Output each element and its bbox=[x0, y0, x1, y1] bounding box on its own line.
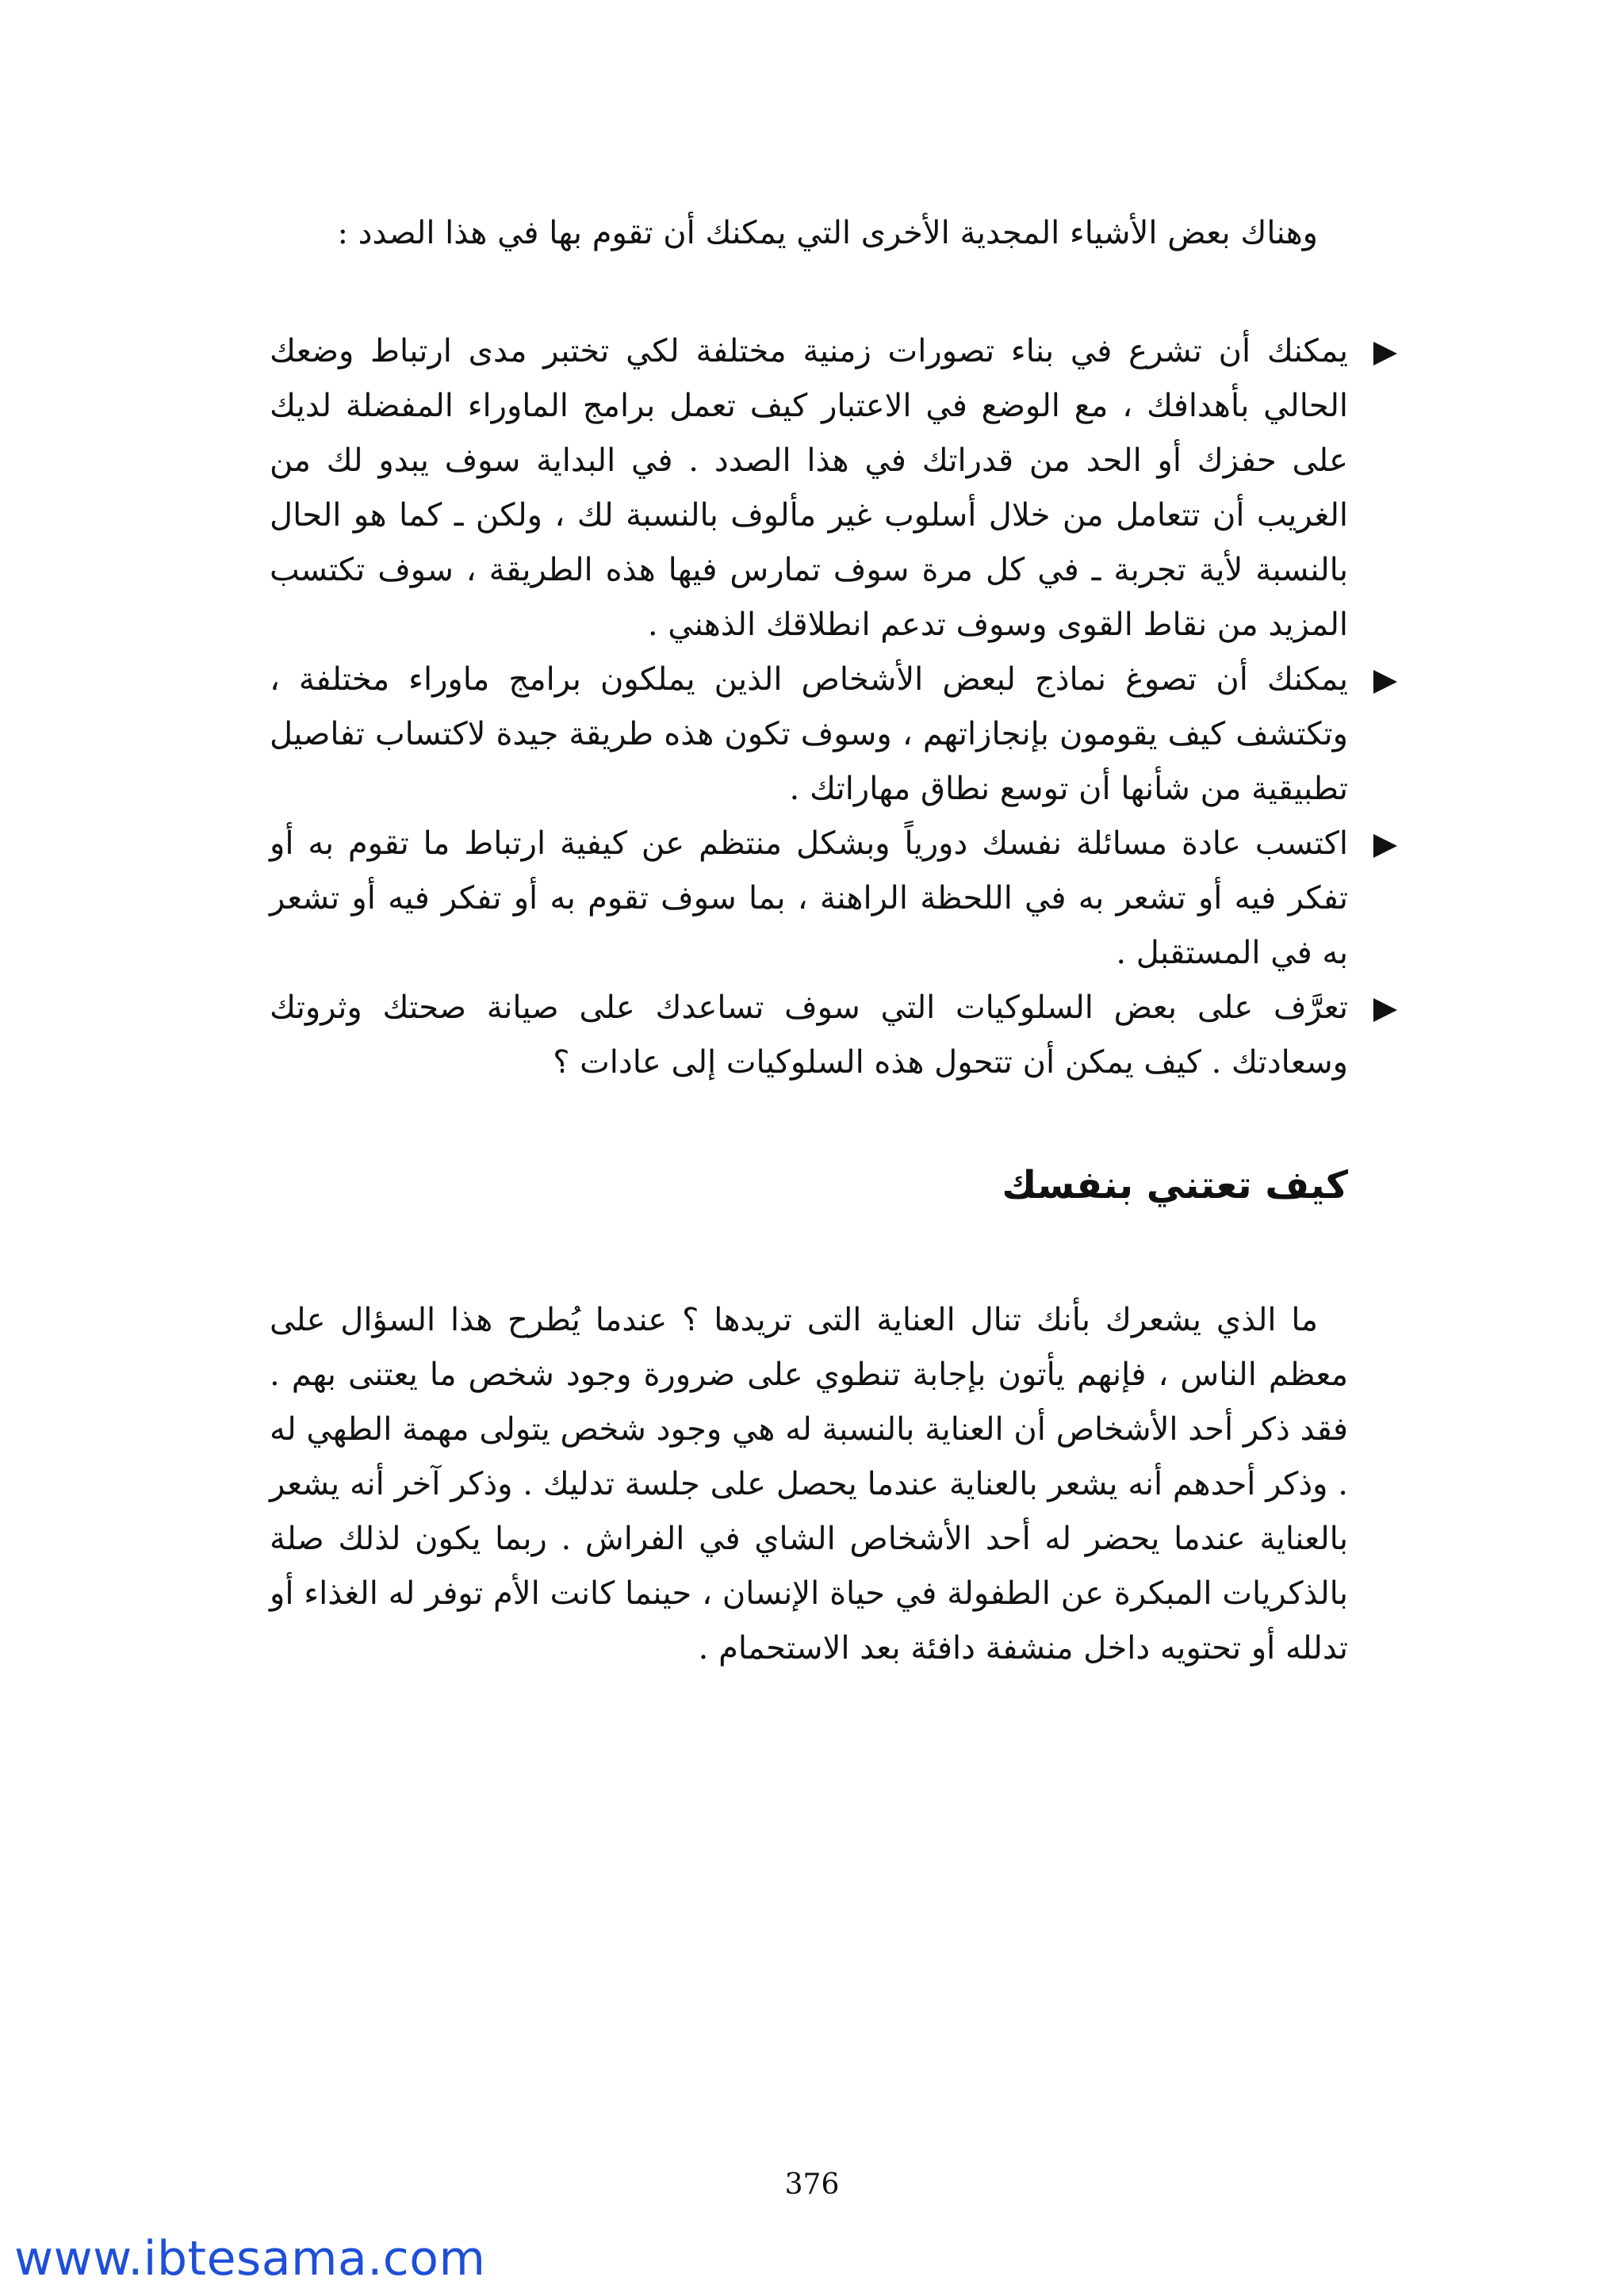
triangle-bullet-icon bbox=[1373, 834, 1397, 858]
bullet-text: اكتسب عادة مسائلة نفسك دورياً وبشكل منتظم عن كيفية ارتباط ما تقوم به أو تفكر فيه أو تشعر به في اللحظة الراهنة ، بما سوف تقوم به أو تفكر فيه أو تشعر به في المستقبل . bbox=[270, 825, 1349, 971]
page-number: 376 bbox=[784, 2168, 840, 2201]
bullet-item bbox=[270, 817, 1348, 981]
text-column bbox=[270, 206, 1348, 1676]
bullet-item bbox=[270, 981, 1348, 1090]
triangle-bullet-icon bbox=[1373, 998, 1397, 1022]
triangle-bullet-icon bbox=[1373, 342, 1397, 365]
bullet-text: يمكنك أن تشرع في بناء تصورات زمنية مختلفة لكي تختبر مدى ارتباط وضعك الحالي بأهدافك ، مع الوضع في الاعتبار كيف تعمل برامج الماوراء المفضلة لديك على حفزك أو الحد من قدراتك في هذا الصدد . في البداية سوف يبدو لك من الغريب أن تتعامل من خلال أسلوب غير مألوف بالنسبة لك ، ولكن ـ كما هو الحال بالنسبة لأية تجربة ـ في كل مرة سوف تمارس فيها هذه الطريقة ، سوف تكتسب المزيد من نقاط القوى وسوف تدعم انطلاقك الذهني . bbox=[270, 333, 1348, 643]
bullet-text: تعرَّف على بعض السلوكيات التي سوف تساعدك على صيانة صحتك وثروتك وسعادتك . كيف يمكن أن تتحول هذه السلوكيات إلى عادات ؟ bbox=[270, 989, 1348, 1081]
triangle-bullet-icon bbox=[1373, 670, 1397, 694]
bullet-text: يمكنك أن تصوغ نماذج لبعض الأشخاص الذين يملكون برامج ماوراء مختلفة ، وتكتشف كيف يقومون بإنجازاتهم ، وسوف تكون هذه طريقة جيدة لاكتساب تفاصيل تطبيقية من شأنها أن توسع نطاق مهاراتك . bbox=[270, 661, 1348, 807]
bullet-list bbox=[270, 324, 1348, 1090]
bullet-item bbox=[270, 652, 1348, 817]
section-body-paragraph: ما الذي يشعرك بأنك تنال العناية التى تريدها ؟ عندما يُطرح هذا السؤال على معظم الناس ، فإنهم يأتون بإجابة تنطوي على ضرورة وجود شخص ما يعتنى بهم . فقد ذكر أحد الأشخاص أن العناية بالنسبة له هي وجود شخص يتولى مهمة الطهي له . وذكر أحدهم أنه يشعر بالعناية عندما يحصل على جلسة تدليك . وذكر آخر أنه يشعر بالعناية عندما يحضر له أحد الأشخاص الشاي في الفراش . ربما يكون لذلك صلة بالذكريات المبكرة عن الطفولة في حياة الإنسان ، حينما كانت الأم توفر له الغذاء أو تدلله أو تحتويه داخل منشفة دافئة بعد الاستحمام . bbox=[270, 1302, 1348, 1667]
section-heading: كيف تعتني بنفسك bbox=[1002, 1163, 1348, 1207]
intro-paragraph: وهناك بعض الأشياء المجدية الأخرى التي يمكنك أن تقوم بها في هذا الصدد : bbox=[337, 215, 1318, 251]
bullet-item bbox=[270, 324, 1348, 652]
watermark-link[interactable]: www.ibtesama.com bbox=[14, 2231, 486, 2286]
